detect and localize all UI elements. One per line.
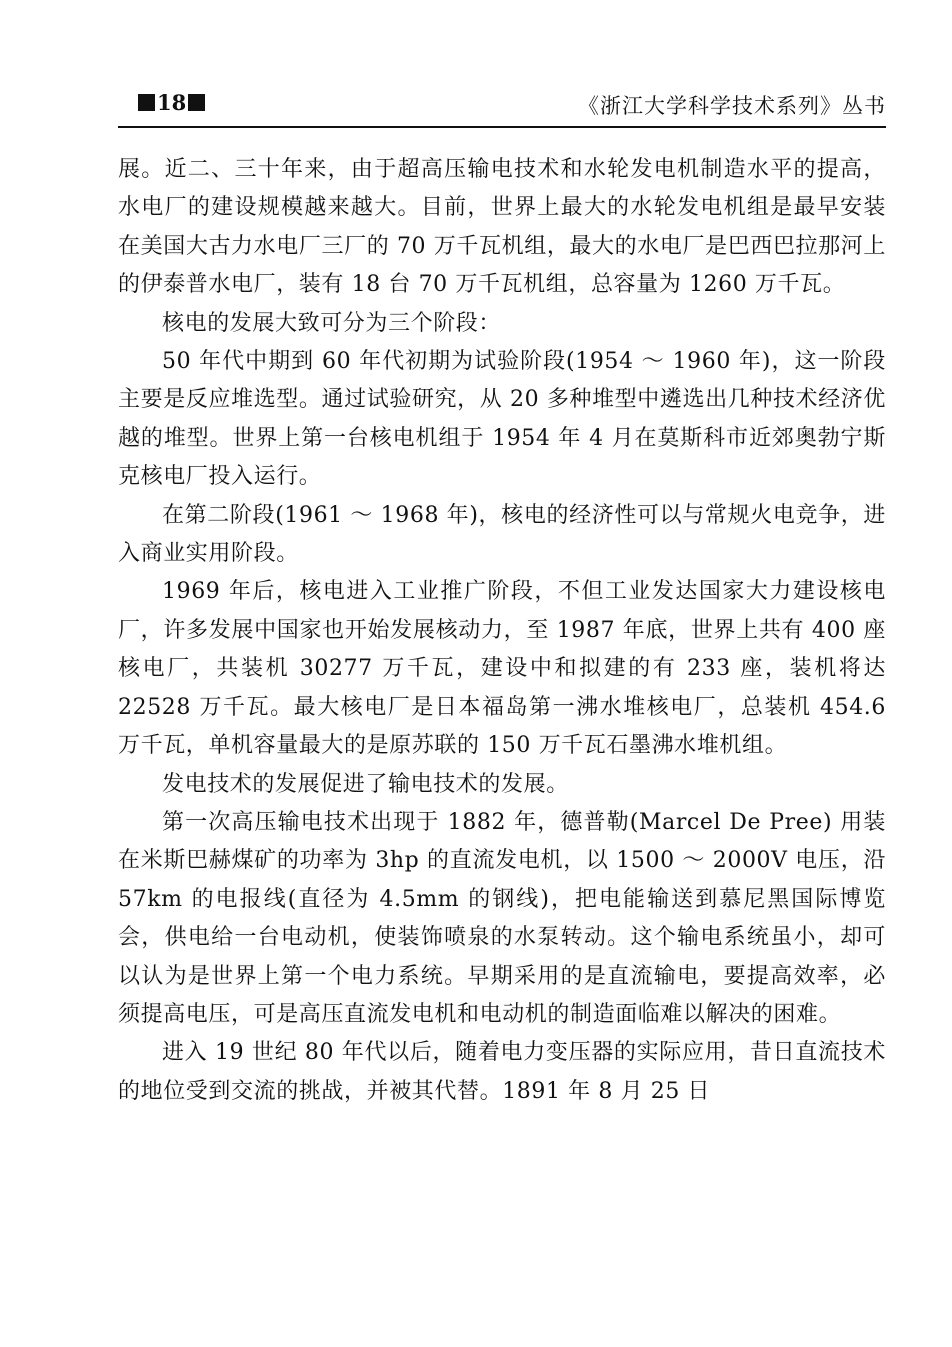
page-header bbox=[118, 90, 886, 120]
paragraph: 50 年代中期到 60 年代初期为试验阶段(1954 ～ 1960 年)，这一阶段主要是反应堆选型。通过试验研究，从 20 多种堆型中遴选出几种技术经济优越的堆型。世界上第一台核电机组于 1954 年 4 月在莫斯科市近郊奥勃宁斯克核电厂投入运行。 bbox=[118, 349, 886, 490]
paragraph: 1969 年后，核电进入工业推广阶段，不但工业发达国家大力建设核电厂，许多发展中国家也开始发展核动力，至 1987 年底，世界上共有 400 座核电厂，共装机 30277 万千瓦，建设中和拟建的有 233 座，装机将达 22528 万千瓦。最大核电厂是日本福岛第一沸水堆核电厂，总装机 454.6 万千瓦，单机容量最大的是原苏联的 150 万千瓦石墨沸水堆机组。 bbox=[118, 579, 886, 759]
body-text bbox=[118, 151, 886, 1111]
paragraph: 在第二阶段(1961 ～ 1968 年)，核电的经济性可以与常规火电竞争，进入商业实用阶段。 bbox=[118, 502, 886, 567]
paragraph-continued: 展。近二、三十年来，由于超高压输电技术和水轮发电机制造水平的提高，水电厂的建设规模越来越大。目前，世界上最大的水轮发电机组是最早安装在美国大古力水电厂三厂的 70 万千瓦机组，最大的水电厂是巴西巴拉那河上的伊泰普水电厂，装有 18 台 70 万千瓦机组，总容量为 1260 万千瓦。 bbox=[118, 157, 886, 298]
series-title: 《浙江大学科学技术系列》丛书 bbox=[578, 94, 886, 118]
page-number bbox=[138, 90, 205, 115]
page-number-text: 18 bbox=[157, 90, 187, 115]
paragraph: 核电的发展大致可分为三个阶段： bbox=[162, 310, 502, 336]
page-number-left-block bbox=[138, 94, 155, 111]
paragraph: 进入 19 世纪 80 年代以后，随着电力变压器的实际应用，昔日直流技术的地位受到交流的挑战，并被其代替。1891 年 8 月 25 日 bbox=[118, 1040, 886, 1104]
page-number-right-block bbox=[188, 94, 205, 111]
paragraph: 发电技术的发展促进了输电技术的发展。 bbox=[162, 771, 569, 797]
paragraph: 第一次高压输电技术出现于 1882 年，德普勒(Marcel De Pree) 用装在米斯巴赫煤矿的功率为 3hp 的直流发电机，以 1500 ～ 2000V 电压，沿 57km 的电报线(直径为 4.5mm 的钢线)，把电能输送到慕尼黑国际博览会，供电给一台电动机，使装饰喷泉的水泵转动。这个输电系统虽小，却可以认为是世界上第一个电力系统。早期采用的是直流输电，要提高效率，必须提高电压，可是高压直流发电机和电动机的制造面临难以解决的困难。 bbox=[118, 809, 886, 1027]
header-rule bbox=[118, 126, 886, 128]
